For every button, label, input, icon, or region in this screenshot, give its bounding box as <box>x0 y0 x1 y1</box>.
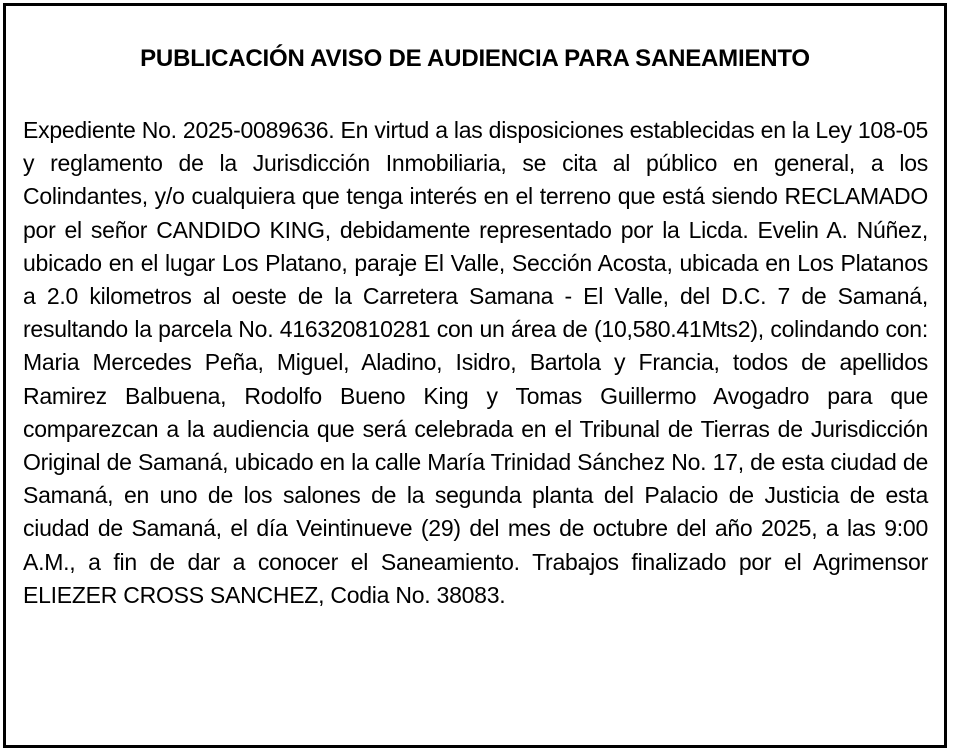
notice-body: Expediente No. 2025-0089636. En virtud a las disposiciones establecidas en la Ley 108-05 y reglamento de la Jurisdicción Inmobiliaria, se cita al público en general, a los Colindantes, y/o cualquiera que tenga interés en el terreno que está siendo RECLAMADO por el señor CANDIDO KING, debidamente representado por la Licda. Evelin A. Núñez, ubicado en el lugar Los Platano, paraje El Valle, Sección Acosta, ubicada en Los Platanos a 2.0 kilometros al oeste de la Carretera Samana - El Valle, del D.C. 7 de Samaná, resultando la parcela No. 416320810281 con un área de (10,580.41Mts2), colindando con: Maria Mercedes Peña, Miguel, Aladino, Isidro, Bartola y Francia, todos de apellidos Ramirez Balbuena, Rodolfo Bueno King y Tomas Guillermo Avogadro para que comparezcan a la audiencia que será celebrada en el Tribunal de Tierras de Jurisdicción Original de Samaná, ubicado en la calle María Trinidad Sánchez No. 17, de esta ciudad de Samaná, en uno de los salones de la segunda planta del Palacio de Justicia de esta ciudad de Samaná, el día Veintinueve (29) del mes de octubre del año 2025, a las 9:00 A.M., a fin de dar a conocer el Saneamiento. Trabajos finalizado por el Agrimensor ELIEZER CROSS SANCHEZ, Codia No. 38083. <box>23 117 929 608</box>
notice-frame <box>3 3 947 748</box>
notice-title: PUBLICACIÓN AVISO DE AUDIENCIA PARA SANEAMIENTO <box>140 45 810 72</box>
